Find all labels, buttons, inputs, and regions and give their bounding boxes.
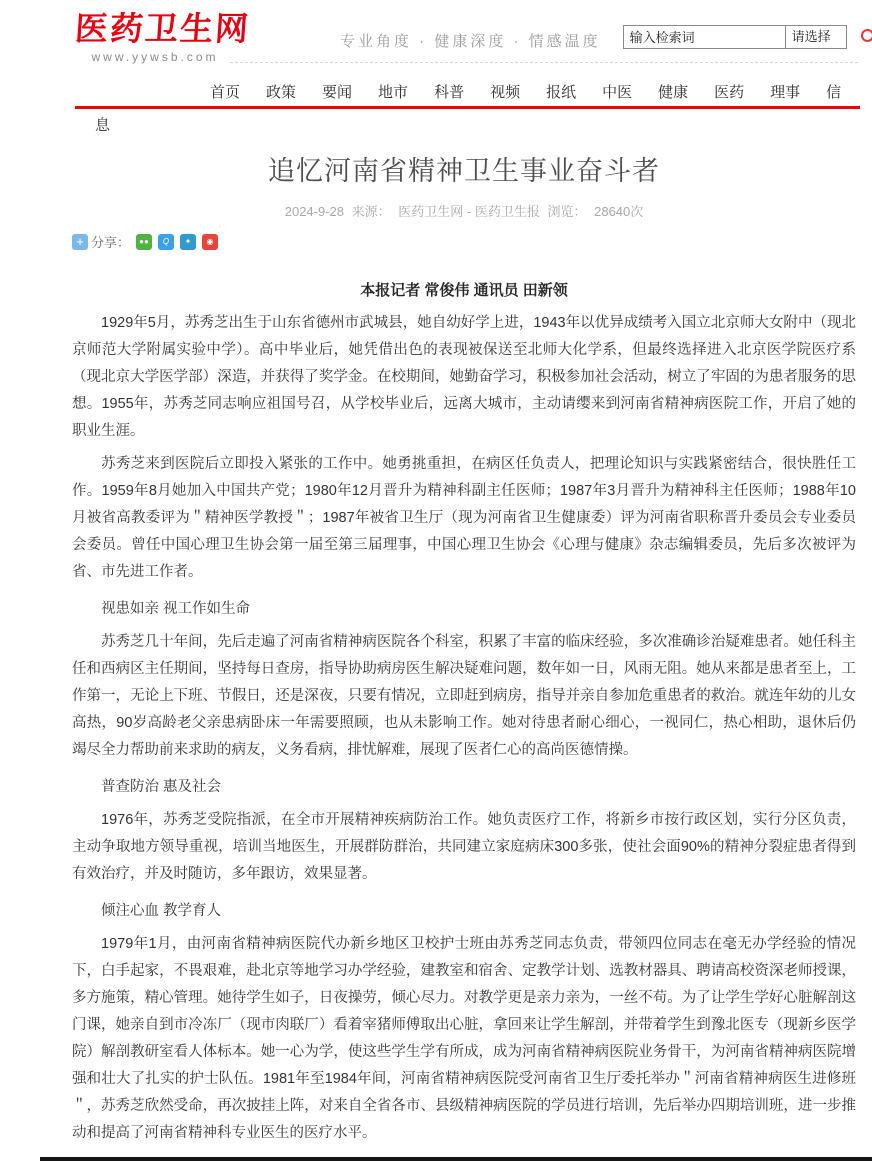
search-icon[interactable] — [859, 27, 872, 47]
weibo-icon[interactable]: ◉ — [202, 234, 218, 250]
search-input[interactable] — [623, 25, 785, 49]
views-count: 28640次 — [594, 204, 644, 219]
site-logo[interactable] — [73, 10, 252, 64]
nav-item[interactable]: 科普 — [434, 84, 465, 101]
site-slogan: 专业角度 · 健康深度 · 情感温度 — [340, 33, 601, 50]
article-paragraph: 倾注心血 教学育人 — [101, 903, 222, 919]
article — [72, 109, 856, 1147]
article-paragraph: 苏秀芝几十年间，先后走遍了河南省精神病医院各个科室，积累了丰富的临床经验，多次准确诊治疑难患者。她任科主任和西病区主任期间，坚持每日查房，指导协助病房医生解决疑难问题，数年如一日，风雨无阻。她从来都是患者至上，工作第一，无论上下班、节假日，还是深夜，只要有情况，立即赶到病房，指导并亲自参加危重患者的救治。就连年幼的儿女高热，90岁高龄老父亲患病卧床一年需要照顾，也从未影响工作。她对待患者耐心细心，一视同仁，热心相助，退休后仍竭尽全力帮助前来求助的病友，义务看病，排忧解难，展现了医者仁心的高尚医德情操。 — [72, 634, 856, 758]
article-byline: 本报记者 常俊伟 通讯员 田新领 — [360, 282, 568, 299]
search-category-select[interactable]: 请选择 — [785, 25, 847, 49]
footer-divider — [40, 1157, 872, 1161]
nav-item[interactable]: 地市 — [378, 84, 409, 101]
wechat-icon[interactable]: ●● — [136, 234, 152, 250]
views-label: 浏览： — [547, 204, 587, 219]
article-paragraph: 1929年5月，苏秀芝出生于山东省德州市武城县，她自幼好学上进，1943年以优异成绩考入国立北京师大女附中（现北京师范大学附属实验中学）。高中毕业后，她凭借出色的表现被保送至北师大化学系，但最终选择进入北京医学院医疗系（现北京大学医学部）深造，并获得了奖学金。在校期间，她勤奋学习，积极参加社会活动，树立了牢固的为患者服务的思想。1955年，苏秀芝同志响应祖国号召，从学校毕业后，远离大城市，主动请缨来到河南省精神病医院工作，开启了她的职业生涯。 — [72, 315, 856, 439]
site-header — [0, 0, 872, 76]
nav-item[interactable]: 医药 — [714, 84, 745, 101]
source-label: 来源： — [351, 204, 391, 219]
site-logo-text: 医药卫生网 — [73, 10, 252, 47]
nav-item[interactable]: 视频 — [490, 84, 521, 101]
nav-item[interactable]: 政策 — [266, 84, 297, 101]
share-icons — [136, 234, 224, 250]
share-label: 分享： — [91, 235, 131, 250]
nav-item[interactable]: 要闻 — [322, 84, 353, 101]
qzone-icon[interactable]: ✦ — [180, 234, 196, 250]
article-source: 医药卫生网 - 医药卫生报 — [398, 204, 540, 219]
search-area — [623, 25, 872, 49]
article-paragraph: 1979年1月，由河南省精神病医院代办新乡地区卫校护士班由苏秀芝同志负责，带领四位同志在毫无办学经验的情况下，白手起家，不畏艰难，赴北京等地学习办学经验，建教室和宿舍、定教学计划、选教材器具、聘请高校资深老师授课，多方施策，精心管理。她待学生如子，日夜操劳，倾心尽力。对教学更是亲力亲为，一丝不苟。为了让学生学好心脏解剖这门课，她亲自到市冷冻厂（现市肉联厂）看着宰猪师傅取出心脏，拿回来让学生解剖，并带着学生到豫北医专（现新乡医学院）解剖教研室看人体标本。她一心为学，使这些学生学有所成，成为河南省精神病医院业务骨干，为河南省精神病医院增强和壮大了扎实的护士队伍。1981年至1984年间，河南省精神病医院受河南省卫生厅委托举办＂河南省精神病医生进修班＂，苏秀芝欣然受命，再次披挂上阵，对来自全省各市、县级精神病医院的学员进行培训，先后举办四期培训班，进一步推动和提高了河南省精神科专业医生的医疗水平。 — [72, 936, 856, 1141]
article-paragraph: 视患如亲 视工作如生命 — [101, 601, 251, 617]
share-row — [72, 232, 856, 251]
article-title: 追忆河南省精神卫生事业奋斗者 — [268, 156, 660, 186]
article-paragraph: 苏秀芝来到医院后立即投入紧张的工作中。她勇挑重担，在病区任负责人，把理论知识与实践紧密结合，很快胜任工作。1959年8月她加入中国共产党；1980年12月晋升为精神科副主任医师；1987年3月晋升为精神科主任医师；1988年10月被省高教委评为＂精神医学教授＂；1987年被省卫生厅（现为河南省卫生健康委）评为河南省职称晋升委员会专业委员会委员。曾任中国心理卫生协会第一届至第三届理事，中国心理卫生协会《心理与健康》杂志编辑委员，先后多次被评为省、市先进工作者。 — [72, 456, 856, 580]
nav-item[interactable]: 理事 — [770, 84, 801, 101]
nav-item[interactable]: 报纸 — [546, 84, 577, 101]
nav-item[interactable]: 首页 — [210, 84, 241, 101]
nav-item[interactable]: 中医 — [602, 84, 633, 101]
article-paragraph: 普查防治 惠及社会 — [101, 779, 222, 795]
site-logo-url: www.yywsb.com — [91, 50, 219, 64]
qq-icon[interactable]: Q — [158, 234, 174, 250]
nav-item[interactable]: 健康 — [658, 84, 689, 101]
article-paragraph: 1976年，苏秀芝受院指派，在全市开展精神疾病防治工作。她负责医疗工作，将新乡市按行政区划，实行分区负责，主动争取地方领导重视，培训当地医生，开展群防群治，共同建立家庭病床300多张，使社会面90%的精神分裂症患者得到有效治疗，并及时随访，多年跟访，效果显著。 — [72, 812, 856, 882]
share-plus-icon[interactable]: + — [72, 234, 88, 250]
article-meta — [72, 201, 856, 220]
article-date: 2024-9-28 — [284, 204, 345, 219]
main-nav — [75, 76, 860, 134]
article-body — [72, 310, 856, 1147]
header-dashed-divider — [230, 62, 858, 63]
nav-item[interactable]: 信息 — [95, 84, 842, 134]
